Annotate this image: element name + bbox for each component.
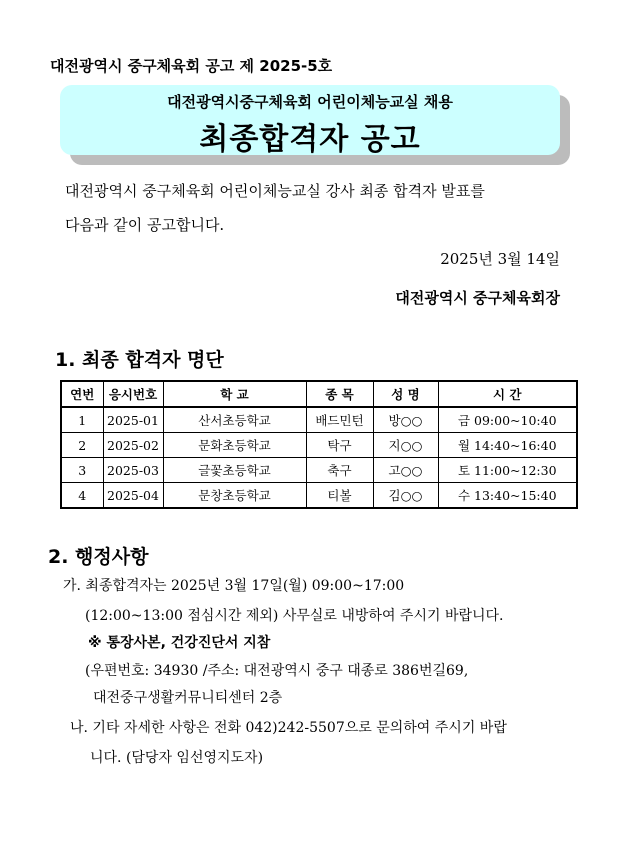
cell: 금 09:00~10:40 [438,407,577,433]
cell: 4 [61,483,103,509]
col-header: 학 교 [163,381,306,407]
cell: 글꽃초등학교 [163,458,306,483]
cell: 수 13:40~15:40 [438,483,577,509]
table-row [61,433,577,458]
cell: 3 [61,458,103,483]
address-line-2: 대전중구생활커뮤니티센터 2층 [93,690,283,706]
section2-heading: 2. 행정사항 [48,546,149,568]
cell: 김○○ [373,483,438,509]
table-row [61,458,577,483]
cell: 1 [61,407,103,433]
intro-line-2: 다음과 같이 공고합니다. [65,216,225,234]
address-line-1: (우편번호: 34930 /주소: 대전광역시 중구 대종로 386번길69, [85,663,469,679]
documents-note: ※ 통장사본, 건강진단서 지참 [88,635,271,651]
table-header-row [61,381,577,407]
cell: 문화초등학교 [163,433,306,458]
cell: 배드민턴 [306,407,373,433]
finalists-table [60,380,578,509]
intro-line-1: 대전광역시 중구체육회 어린이체능교실 강사 최종 합격자 발표를 [65,182,485,200]
cell: 월 14:40~16:40 [438,433,577,458]
cell: 티볼 [306,483,373,509]
cell: 2025-02 [103,433,163,458]
item-a-line-2: (12:00~13:00 점심시간 제외) 사무실로 내방하여 주시기 바랍니다. [85,608,504,624]
table-row [61,407,577,433]
cell: 축구 [306,458,373,483]
col-header: 연번 [61,381,103,407]
issuer: 대전광역시 중구체육회장 [395,289,560,307]
col-header: 응시번호 [103,381,163,407]
cell: 지○○ [373,433,438,458]
cell: 방○○ [373,407,438,433]
item-b-line-2: 니다. (담당자 임선영지도자) [90,750,264,766]
cell: 2025-04 [103,483,163,509]
cell: 2025-03 [103,458,163,483]
cell: 문창초등학교 [163,483,306,509]
cell: 토 11:00~12:30 [438,458,577,483]
table-row [61,483,577,509]
cell: 고○○ [373,458,438,483]
cell: 탁구 [306,433,373,458]
cell: 2025-01 [103,407,163,433]
col-header: 성 명 [373,381,438,407]
item-a-line-1: 가. 최종합격자는 2025년 3월 17일(월) 09:00~17:00 [63,578,405,594]
section1-heading: 1. 최종 합격자 명단 [55,349,224,371]
col-header: 종 목 [306,381,373,407]
title-banner [60,85,560,155]
notice-number: 대전광역시 중구체육회 공고 제 2025-5호 [50,57,333,75]
cell: 산서초등학교 [163,407,306,433]
banner-title: 최종합격자 공고 [199,122,421,157]
cell: 2 [61,433,103,458]
col-header: 시 간 [438,381,577,407]
banner-subtitle: 대전광역시중구체육회 어린이체능교실 채용 [167,93,453,111]
announcement-date: 2025년 3월 14일 [440,250,560,268]
item-b-line-1: 나. 기타 자세한 사항은 전화 042)242-5507으로 문의하여 주시기 바랍 [70,720,507,736]
